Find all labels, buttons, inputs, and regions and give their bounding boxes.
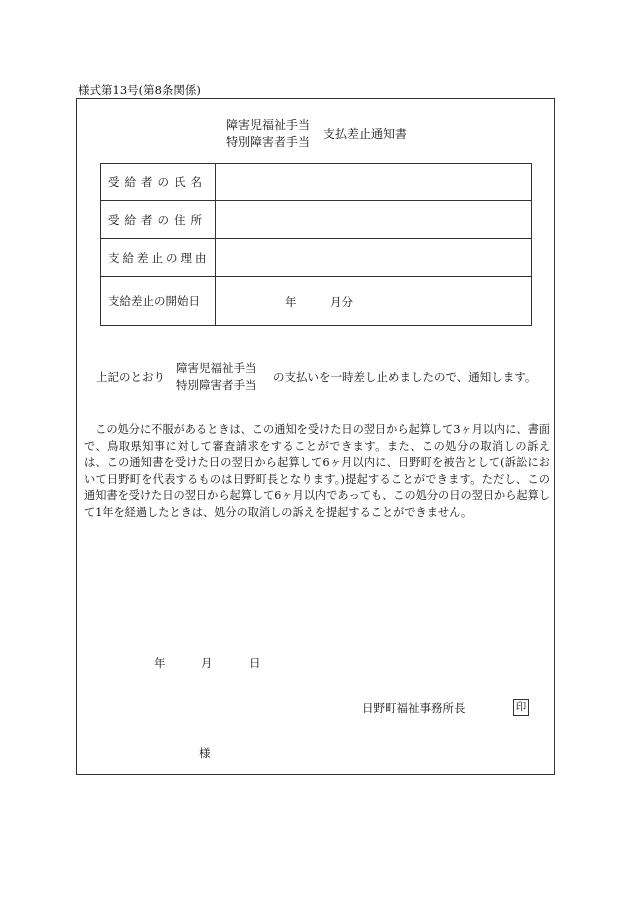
recipient-name-field[interactable] <box>216 164 532 201</box>
date-month-label: 月 <box>201 656 213 670</box>
seal-icon: 印 <box>513 699 529 716</box>
table-row <box>101 164 532 201</box>
issuer-name: 日野町福祉事務所長 <box>362 701 466 715</box>
recipient-name-label: 受給者の氏名 <box>101 164 216 201</box>
date-day-label: 日 <box>249 656 261 670</box>
suspension-reason-label: 支給差止の理由 <box>101 239 216 277</box>
statement-suffix: の支払いを一時差し止めましたので、通知します。 <box>273 370 537 384</box>
title-allowance-2: 特別障害者手当 <box>226 135 311 149</box>
title-allowance-1: 障害児福祉手当 <box>226 118 311 132</box>
recipient-address-label: 受給者の住所 <box>101 201 216 239</box>
start-month-label: 月分 <box>330 295 353 309</box>
statement-allowance-1: 障害児福祉手当 <box>176 361 257 375</box>
table-row <box>101 201 532 239</box>
addressee-honorific: 様 <box>199 746 211 760</box>
suspension-start-label: 支給差止の開始日 <box>101 277 216 326</box>
document-title: 支払差止通知書 <box>323 127 408 141</box>
appeal-notice: この処分に不服があるときは、この通知を受けた日の翌日から起算して3ヶ月以内に、書面で、鳥取県知事に対して審査請求をすることができます。また、この処分の取消しの訴えは、この通知書を受けた日の翌日から起算して6ヶ月以内に、日野町を被告として(訴訟において日野町を代表するものは日野町長となります。)提起することができます。ただし、この通知書を受けた日の翌日から起算して6ヶ月以内であっても、この処分の日の翌日から起算して1年を経過したときは、処分の取消しの訴えを提起することができません。 <box>84 423 550 519</box>
start-year-label: 年 <box>285 295 297 309</box>
statement-prefix: 上記のとおり <box>96 370 165 384</box>
date-year-label: 年 <box>154 656 166 670</box>
recipient-info-table <box>100 163 532 326</box>
form-number: 様式第13号(第8条関係) <box>78 83 201 97</box>
suspension-start-field[interactable] <box>216 277 532 326</box>
recipient-address-field[interactable] <box>216 201 532 239</box>
table-row <box>101 239 532 277</box>
table-row <box>101 277 532 326</box>
statement-allowance-2: 特別障害者手当 <box>176 378 257 392</box>
suspension-reason-field[interactable] <box>216 239 532 277</box>
